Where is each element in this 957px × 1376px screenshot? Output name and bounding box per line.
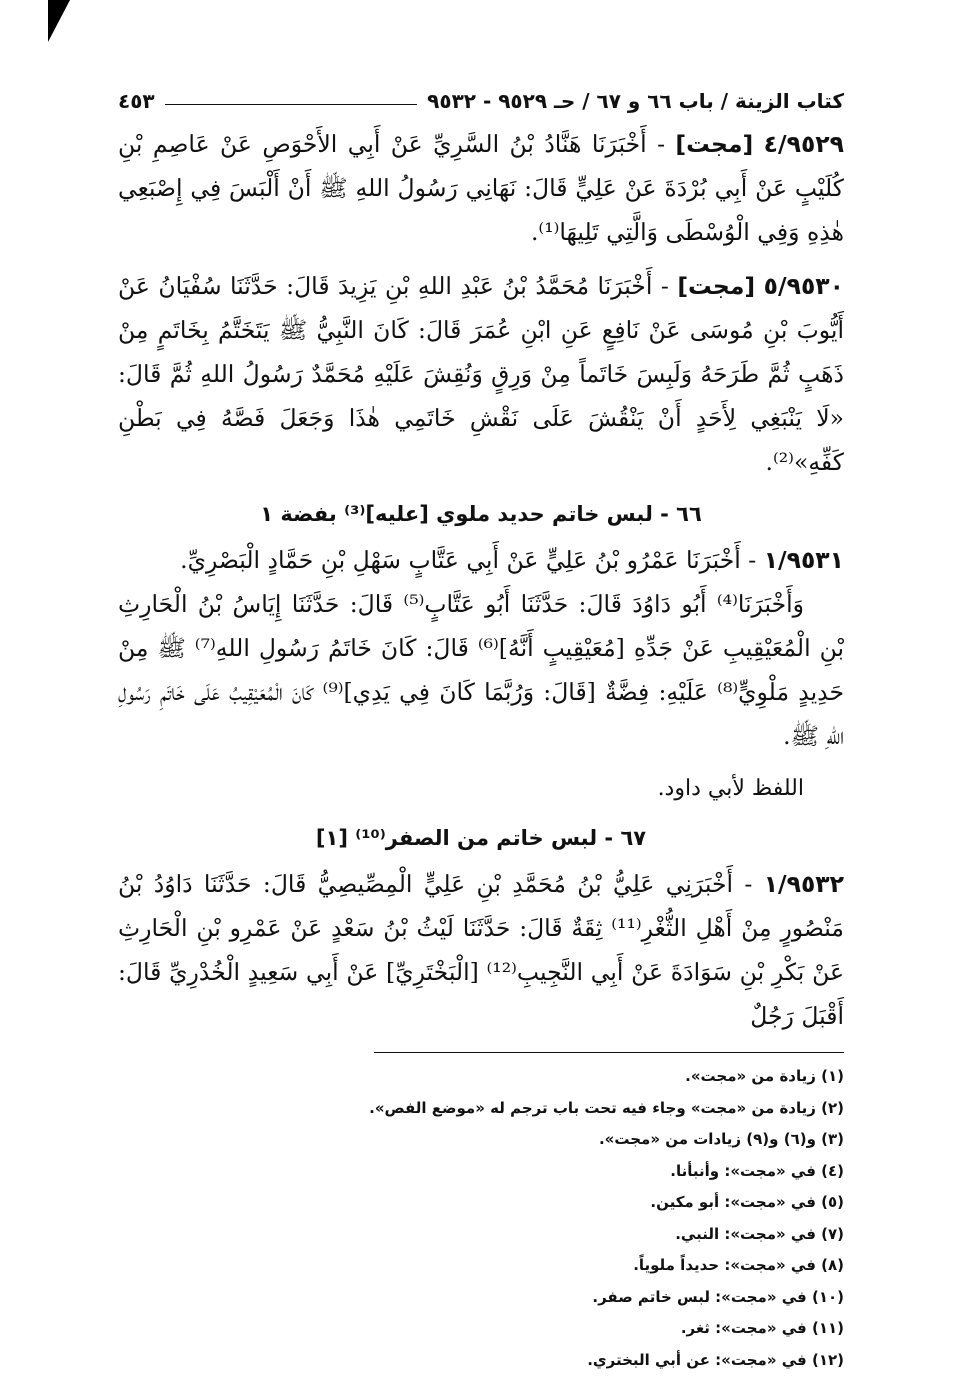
hadith-9531-continuation: وَأَخْبَرَنَا⁽⁴⁾ أَبُو دَاوُدَ قَالَ: حَدَّثَنَا أَبُو عَتَّابٍ⁽⁵⁾ قَالَ: حَدَّثَنَا إِيَاسُ بْنُ الْحَارِثِ بْنِ الْمُعَيْقِيبِ عَنْ جَدِّهِ [مُعَيْقِيبٍ أَنَّهُ]⁽⁶⁾ قَالَ: كَانَ خَاتَمُ رَسُولِ اللهِ⁽⁷⁾ ﷺ مِنْ حَدِيدٍ مَلْوِيٍّ⁽⁸⁾ عَلَيْهِ: فِضَّةٌ [قَالَ: وَرُبَّمَا كَانَ فِي يَدِي]⁽⁹⁾ كَانَ الْمُعَيْقِيبُ عَلَى خَاتَمِ رَسُولِ اللهِ ﷺ. bbox=[118, 582, 844, 758]
corner-mark bbox=[48, 0, 70, 42]
hadith-number: ١/٩٥٣٢ bbox=[764, 870, 844, 898]
hadith-9530 bbox=[118, 264, 844, 484]
running-header bbox=[118, 84, 844, 118]
source-tag: [مجت] bbox=[677, 272, 755, 300]
page-body bbox=[118, 84, 844, 1376]
hadith-9532 bbox=[118, 862, 844, 1038]
footnote: (٧) في «مجت»: النبي. bbox=[118, 1219, 844, 1251]
chapter-heading-66: ٦٦ - لبس خاتم حديد ملوي [عليه]⁽³⁾ بفضة ١ bbox=[118, 494, 844, 534]
footnote: (١) زيادة من «مجت». bbox=[118, 1061, 844, 1093]
footnote: (١٢) في «مجت»: عن أبي البختري. bbox=[118, 1345, 844, 1376]
running-title: كتاب الزينة / باب ٦٦ و ٦٧ / حـ ٩٥٢٩ - ٩٥٣٢ bbox=[427, 89, 844, 113]
chapter-heading-67: ٦٧ - لبس خاتم من الصفر⁽¹⁰⁾ [١] bbox=[118, 818, 844, 858]
hadith-number: ٤/٩٥٢٩ bbox=[764, 130, 844, 158]
hadith-text: - أَخْبَرَنَا عَمْرُو بْنُ عَلِيٍّ عَنْ أَبِي عَتَّابٍ سَهْلِ بْنِ حَمَّادٍ الْبَصْرِيِّ. bbox=[180, 546, 756, 574]
header-rule bbox=[165, 104, 418, 105]
page-number: ٤٥٣ bbox=[118, 89, 155, 113]
hadith-text: - أَخْبَرَنِي عَلِيُّ بْنُ مُحَمَّدِ بْنِ عَلِيٍّ الْمِصِّيصِيُّ قَالَ: حَدَّثَنَا دَاوُدُ بْنُ مَنْصُورٍ مِنْ أَهْلِ الثُّغْرِ⁽¹¹⁾ ثِقَةٌ قَالَ: حَدَّثَنَا لَيْثُ بْنُ سَعْدٍ عَنْ عَمْرِو بْنِ الْحَارِثِ عَنْ بَكْرِ بْنِ سَوَادَةَ عَنْ أَبِي النَّجِيبِ⁽¹²⁾ [الْبَخْتَرِيِّ] عَنْ أَبِي سَعِيدٍ الْخُدْرِيِّ قَالَ: أَقْبَلَ رَجُلٌ bbox=[118, 870, 844, 1030]
hadith-9531 bbox=[118, 538, 844, 582]
footnote: (٥) في «مجت»: أبو مكين. bbox=[118, 1187, 844, 1219]
hadith-number: ٥/٩٥٣٠ bbox=[764, 272, 844, 300]
hadith-text: - أَخْبَرَنَا مُحَمَّدُ بْنُ عَبْدِ اللهِ بْنِ يَزِيدَ قَالَ: حَدَّثَنَا سُفْيَانُ عَنْ أَيُّوبَ بْنِ مُوسَى عَنْ نَافِعٍ عَنِ ابْنِ عُمَرَ قَالَ: كَانَ النَّبِيُّ ﷺ يَتَخَتَّمُ بِخَاتَمٍ مِنْ ذَهَبٍ ثُمَّ طَرَحَهُ وَلَبِسَ خَاتَماً مِنْ وَرِقٍ وَنُقِشَ عَلَيْهِ مُحَمَّدٌ رَسُولُ اللهِ ثُمَّ قَالَ: «لَا يَنْبَغِي لِأَحَدٍ أَنْ يَنْقُشَ عَلَى نَقْشِ خَاتَمِي هٰذَا وَجَعَلَ فَصَّهُ فِي بَطْنِ كَفِّهِ»⁽²⁾. bbox=[118, 272, 844, 476]
footnote: (٤) في «مجت»: وأنبأنا. bbox=[118, 1156, 844, 1188]
footnotes-list bbox=[118, 1061, 844, 1376]
hadith-text: - أَخْبَرَنَا هَنَّادُ بْنُ السَّرِيِّ عَنْ أَبِي الأَحْوَصِ عَنْ عَاصِمِ بْنِ كُلَيْبٍ عَنْ أَبِي بُرْدَةَ عَنْ عَلِيٍّ قَالَ: نَهَانِي رَسُولُ اللهِ ﷺ أَنْ أَلْبَسَ فِي إِصْبَعِي هٰذِهِ وَفِي الْوُسْطَى وَالَّتِي تَلِيهَا⁽¹⁾. bbox=[118, 130, 844, 246]
source-tag: [مجت] bbox=[675, 130, 753, 158]
footnote: (٣) و(٦) و(٩) زيادات من «مجت». bbox=[118, 1124, 844, 1156]
wording-note: اللفظ لأبي داود. bbox=[118, 768, 844, 810]
footnote-separator bbox=[374, 1052, 844, 1053]
hadith-9529 bbox=[118, 122, 844, 254]
footnote: (١١) في «مجت»: ثغر. bbox=[118, 1313, 844, 1345]
footnote: (٢) زيادة من «مجت» وجاء فيه تحت باب ترجم له «موضع الفص». bbox=[118, 1093, 844, 1125]
hadith-number: ١/٩٥٣١ bbox=[764, 546, 844, 574]
footnote: (١٠) في «مجت»: لبس خاتم صفر. bbox=[118, 1282, 844, 1314]
footnote: (٨) في «مجت»: حديداً ملوياً. bbox=[118, 1250, 844, 1282]
